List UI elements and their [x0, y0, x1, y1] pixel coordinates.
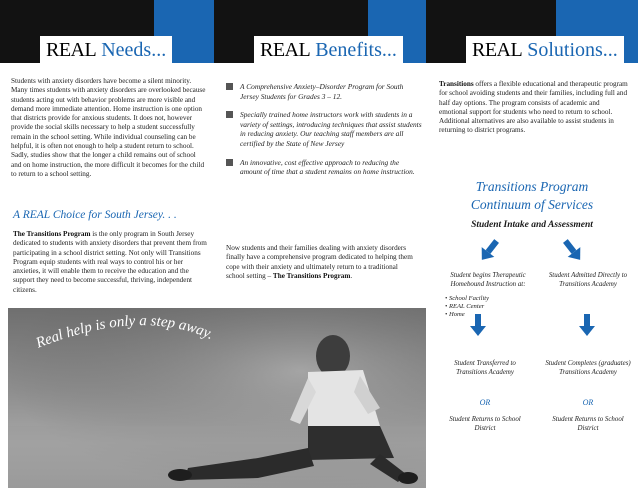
box-therapeutic-instruction: Student begins Therapeutic Homebound Instruction at:: [450, 272, 526, 288]
square-bullet-icon: [226, 83, 233, 90]
box-transferred: Student Transferred to Transitions Academy: [454, 360, 516, 376]
box-admitted-directly: Student Admitted Directly to Transitions Academy: [548, 272, 628, 288]
list-item: • School Facility: [445, 295, 490, 302]
program-name: The Transitions Program: [13, 230, 91, 238]
benefit-item: An innovative, cost effective approach to reducing the amount of time that a student remains on home instruction.: [226, 158, 422, 177]
benefit-item: A Comprehensive Anxiety–Disorder Program for South Jersey Students for Grades 3 – 12.: [226, 82, 422, 101]
box-returns-left: Student Returns to School District: [449, 416, 521, 432]
photo-tagline: Real help is only a step away.: [33, 313, 218, 352]
list-item: • REAL Center: [445, 303, 485, 311]
boy-sitting-photo: [8, 308, 426, 488]
arrow-down-left-icon: [476, 236, 503, 265]
choice-heading: A REAL Choice for South Jersey. . .: [13, 209, 177, 221]
flow-title: Transitions Program: [475, 179, 589, 194]
list-item: • Home: [445, 311, 465, 319]
or-label-left: OR: [479, 398, 491, 407]
arrow-down-icon: [579, 314, 595, 336]
or-label-right: OR: [582, 398, 594, 407]
header-title-needs: REAL Needs...: [40, 36, 172, 64]
flow-heading: Student Intake and Assessment: [471, 220, 593, 230]
square-bullet-icon: [226, 111, 233, 118]
header-title-benefits: REAL Benefits...: [254, 36, 403, 64]
needs-intro-paragraph: Students with anxiety disorders have become a silent minority. Many times students with anxiety disorders are overlooked because students acting out with behavior problems are more visible and demand more immediate attention. Home instruction is one option that districts provide for anxious students. It does not, however provide the social skills necessary to help a student successfully remain in the school setting. While individual counseling can be helpful, it is often not enough to help a student return to school. Sadly, studies show that the longer a child remains out of school and on home instruction, the more difficult it becomes for the child to return to a school setting.: [11, 77, 206, 178]
solutions-intro-paragraph: Transitions offers a flexible educational and therapeutic program for school avoiding students and their families, including full and half day options. The program consists of academic and emotional support for students who need to return to school. Additional alternatives are also available to assist students in returning to district programs.: [439, 80, 628, 135]
flow-subtitle: Continuum of Services: [470, 197, 594, 212]
therapeutic-options-list: [445, 295, 535, 320]
benefits-list: [226, 82, 422, 186]
benefits-closing-paragraph: Now students and their families dealing with anxiety disorders finally have a comprehensive program dedicated to helping them cope with their anxiety and ultimately return to a traditional school setting – The Transitions Program.: [226, 244, 413, 280]
box-returns-right: Student Returns to School District: [552, 416, 624, 432]
choice-paragraph: The Transitions Program is the only program in South Jersey dedicated to students with anxiety disorders that prevent them from participating in a school district setting. Not only will Transitions Program equip students with real ways to control his or her anxieties, it will enable them to receive the education and the support they need to become successful, thriving, independent citizens.: [13, 230, 207, 294]
benefit-item: Specially trained home instructors work with students in a variety of settings, introducing techniques that assist students in reducing anxiety. Our teaching staff members are all certified by the State of New Jersey: [226, 110, 422, 148]
photo-illustration: [8, 308, 426, 488]
square-bullet-icon: [226, 159, 233, 166]
arrow-down-right-icon: [559, 236, 586, 265]
header-title-solutions: REAL Solutions...: [466, 36, 624, 64]
box-completes: Student Completes (graduates) Transitions Academy: [545, 360, 631, 376]
